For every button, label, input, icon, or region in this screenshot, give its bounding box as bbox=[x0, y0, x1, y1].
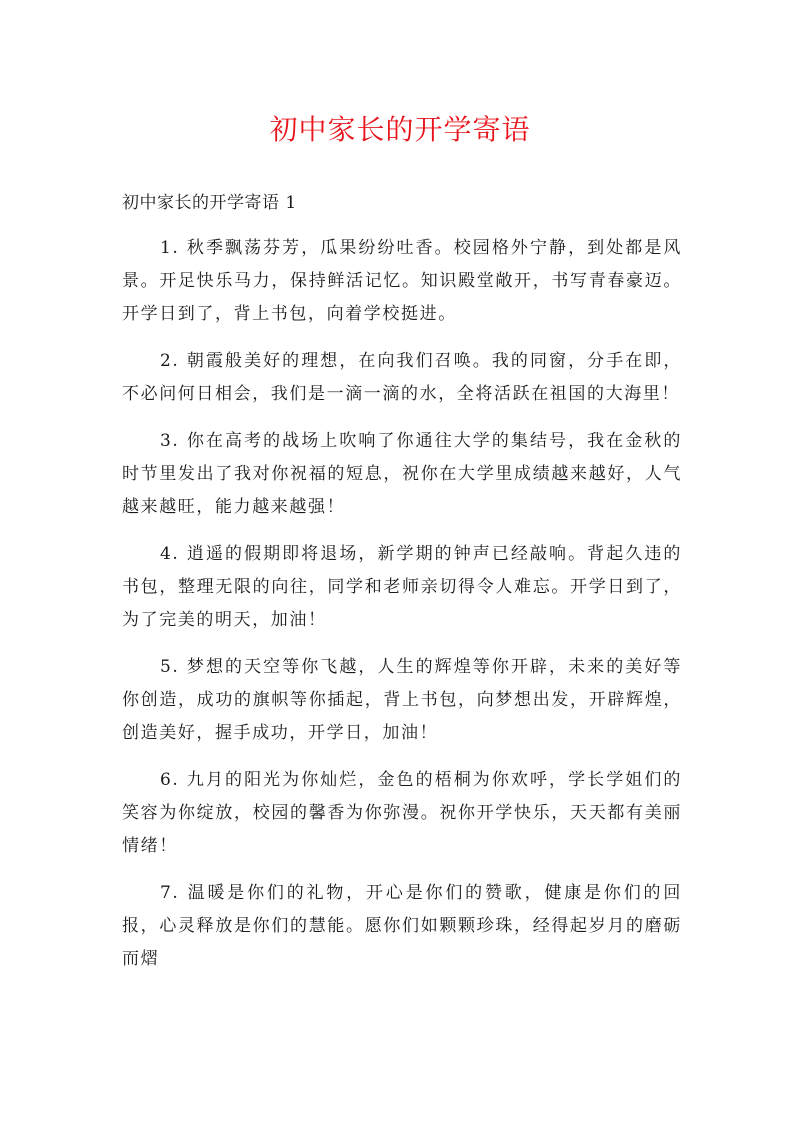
paragraph-1: 1. 秋季飘荡芬芳，瓜果纷纷吐香。校园格外宁静，到处都是风景。开足快乐马力，保持鲜活记忆。知识殿堂敞开，书写青春豪迈。开学日到了，背上书包，向着学校挺进。 bbox=[122, 238, 682, 324]
paragraph-4: 4. 逍遥的假期即将退场，新学期的钟声已经敲响。背起久违的书包，整理无限的向往，同学和老师亲切得令人难忘。开学日到了，为了完美的明天，加油！ bbox=[122, 544, 682, 630]
paragraph-7: 7. 温暖是你们的礼物，开心是你们的赞歌，健康是你们的回报，心灵释放是你们的慧能。愿你们如颗颗珍珠，经得起岁月的磨砺而熠 bbox=[122, 883, 682, 969]
document-body bbox=[122, 188, 682, 990]
paragraph-5: 5. 梦想的天空等你飞越，人生的辉煌等你开辟，未来的美好等你创造，成功的旗帜等你插起，背上书包，向梦想出发，开辟辉煌，创造美好，握手成功，开学日，加油！ bbox=[122, 657, 682, 743]
paragraph-2: 2. 朝霞般美好的理想，在向我们召唤。我的同窗，分手在即，不必问何日相会，我们是一滴一滴的水，全将活跃在祖国的大海里！ bbox=[122, 351, 682, 404]
paragraph-6: 6. 九月的阳光为你灿烂，金色的梧桐为你欢呼，学长学姐们的笑容为你绽放，校园的馨香为你弥漫。祝你开学快乐，天天都有美丽情绪！ bbox=[122, 770, 682, 856]
paragraph-3: 3. 你在高考的战场上吹响了你通往大学的集结号，我在金秋的时节里发出了我对你祝福的短息，祝你在大学里成绩越来越好，人气越来越旺，能力越来越强！ bbox=[122, 431, 682, 517]
document-title: 初中家长的开学寄语 bbox=[269, 113, 531, 146]
section-heading: 初中家长的开学寄语 1 bbox=[122, 193, 297, 213]
